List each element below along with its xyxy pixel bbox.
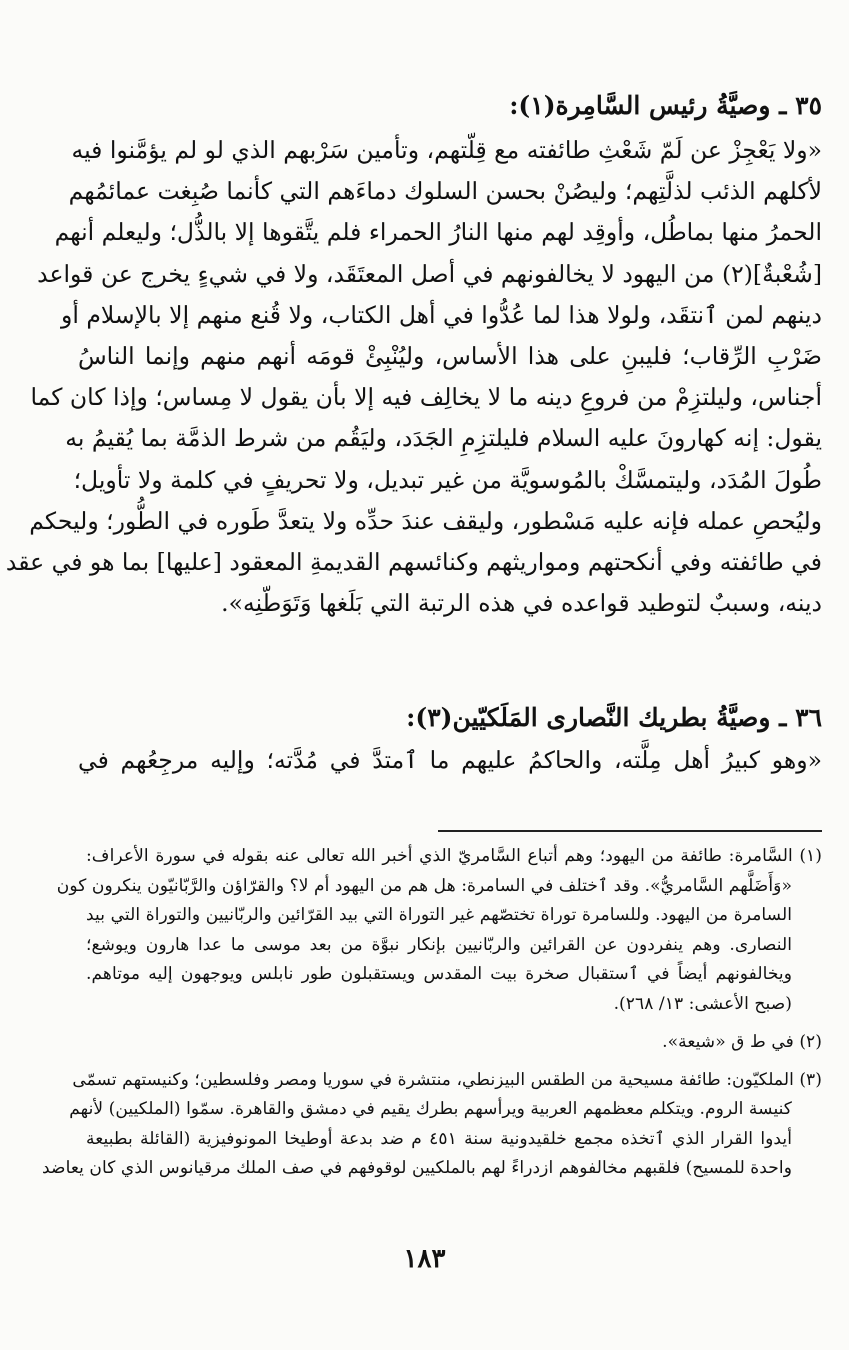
footnote-line: السامرة من اليهود. وللسامرة توراة تختصّهم غير التوراة التي بيد القرّائين والربّانيين والتوراة التي بيد xyxy=(86,905,792,925)
footnote-line: النصارى. وهم ينفردون عن القرائين والربّانيين بإنكار نبوَّة من بعد موسى ما عدا هارون ويوشع؛ xyxy=(86,934,792,955)
footnote-line: واحدة للمسيح) فلقبهم مخالفوهم ازدراءً لهم بالملكيين لوقوفهم في صف الملك مرقيانوس الذي كان يعاضد xyxy=(42,1158,792,1178)
footnote-line: (٢) في ط ق «شيعة». xyxy=(662,1032,822,1052)
text-line: يقول: إنه كهارونَ عليه السلام فليلتزِمِ الجَدَد، وليَقُم من شرط الذمَّة بما يُقيمُ به xyxy=(65,424,822,453)
text-line: في طائفته وفي أنكحتهم ومواريثهم وكنائسهم القديمةِ المعقود [عليها] بما هو في عقد xyxy=(5,548,822,577)
text-line: لأكلهم الذئب لذلَّتِهم؛ وليصُنْ بحسن السلوك دماءَهم التي كأنما صُبِغت عمائمُهم xyxy=(68,177,822,206)
text-line: طُولَ المُدَد، وليتمسَّكْ بالمُوسويَّة من غير تبديل، ولا تحريفٍ في كلمة ولا تأويل؛ xyxy=(73,465,822,494)
section-35-text xyxy=(5,130,822,624)
text-line: وليُحصِ عمله فإنه عليه مَسْطور، وليقف عندَ حدِّه ولا يتعدَّ طَوره في الطُّور؛ وليحكم xyxy=(29,506,822,535)
text-line: الحمرُ منها بماطُل، وأوقِد لهم منها النارُ الحمراء فلم يتَّقوها إلا بالذُّل؛ وليعلم أنهم xyxy=(54,218,822,247)
text-line: أجناس، وليلتزِمْ من فروعِ دينه ما لا يخالِف فيه إلا بأن يقول لا مِساس؛ وإذا كان كما xyxy=(30,383,822,412)
text-line: دينهم لمن ٱنتقَد، ولولا هذا لما عُدُّوا في أهل الكتاب، ولا قُنع منهم إلا بالإسلام أو xyxy=(61,300,822,329)
section-36-text xyxy=(78,740,822,781)
section-35 xyxy=(5,88,822,624)
footnote-line: ويخالفونهم أيضاً في ٱستقبال صخرة بيت المقدس ويستقبلون طور نابلس ويوجهون إليه موتاهم. xyxy=(86,964,792,984)
footnote-3 xyxy=(42,1066,822,1184)
footnote-1 xyxy=(56,842,822,1019)
text-line: «وهو كبيرُ أهل مِلَّته، والحاكمُ عليهم ما ٱمتدَّ في مُدَّته؛ وإليه مرجِعُهم في xyxy=(78,746,822,774)
text-line: دينه، وسببٌ لتوطيد قواعده في هذه الرتبة التي بَلَغها وَتَوَطّنِه». xyxy=(221,589,822,618)
footnote-line: «وَأَضَلَّهم السَّامريُّ». وقد ٱختلف في السامرة: هل هم من اليهود أم لا؟ والقرّاؤن والرَّبّانيّون ينكرون كون xyxy=(56,875,792,896)
footnote-2 xyxy=(86,1028,822,1058)
text-line: ضَرْبِ الرِّقاب؛ فليبنِ على هذا الأساس، وليُنْبِئْ قومَه أنهم منهم وإنما الناسُ xyxy=(78,342,822,371)
footnote-line: كنيسة الروم. ويتكلم معظمهم العربية ويرأسهم بطرك يقيم في دمشق والقاهرة. سمّوا (الملكيين) لأنهم xyxy=(69,1099,792,1119)
footnote-line: (صبح الأعشى: ١٣/ ٢٦٨). xyxy=(613,993,792,1014)
footnote-line: (٣) الملكيّون: طائفة مسيحية من الطقس البيزنطي، منتشرة في سوريا ومصر وفلسطين؛ وكنيستهم تسمّى xyxy=(72,1069,822,1090)
page-number: ١٨٣ xyxy=(403,1244,446,1274)
footnote-line: أيدوا القرار الذي ٱتخذه مجمع خلقيدونية سنة ٤٥١ م ضد بدعة أوطيخا المونوفيزية (القائلة بطبيعة xyxy=(86,1128,792,1149)
section-36-heading: ٣٦ ـ وصيَّةُ بطريك النَّصارى المَلَكيّين(٣): xyxy=(406,703,822,732)
section-36 xyxy=(78,700,822,781)
text-line: «ولا يَعْجِزْ عن لَمّ شَعْثِ طائفته مع قِلّتهم، وتأمين سَرْبهم الذي لو لم يؤمَّنوا فيه xyxy=(71,136,822,164)
footnotes xyxy=(42,842,822,1184)
section-35-heading: ٣٥ ـ وصيَّةُ رئيس السَّامِرة(١): xyxy=(509,91,822,120)
footnote-separator xyxy=(438,830,822,832)
text-line: [شُعْبةٌ](٢) من اليهود لا يخالفونهم في أصل المعتَقَد، ولا في شيءٍ يخرج عن قواعد xyxy=(37,259,822,288)
footnote-line: (١) السَّامرة: طائفة من اليهود؛ وهم أتباع السَّامريّ الذي أخبر الله تعالى عنه بقوله في سورة الأعراف: xyxy=(86,846,822,866)
